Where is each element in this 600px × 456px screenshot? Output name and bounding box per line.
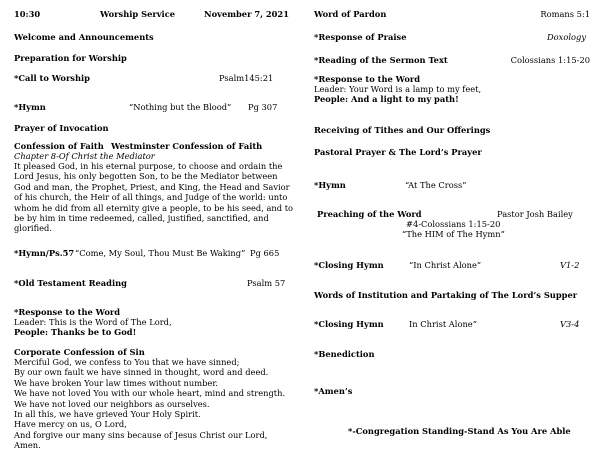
text-line: glorified. (14, 223, 52, 234)
call-to-worship-label: *Call to Worship (14, 73, 90, 83)
text-line: Have mercy on us, O Lord, (14, 419, 127, 430)
response2-label: *Response to the Word (314, 74, 421, 84)
hymn-psalm-label: *Hymn/Ps.57 (14, 248, 75, 258)
congregation-standing-note: *-Congregation Standing-Stand As You Are Able (348, 426, 571, 436)
text-line: In all this, we have grieved Your Holy Spirit. (14, 408, 201, 419)
response2-leader: Leader: Your Word is a lamp to my feet, (314, 84, 482, 94)
preaching-title: “The HIM of The Hymn” (402, 229, 505, 239)
text-line: be by him in time redeemed, called, justified, sanctified, and (14, 212, 269, 223)
pardon-ref: Romans 5:1 (540, 9, 590, 19)
sermon-text-label: *Reading of the Sermon Text (314, 55, 448, 65)
closing2-title: In Christ Alone” (409, 319, 477, 329)
corporate-confession-text (14, 357, 286, 451)
preaching-passage: #4-Colossians 1:15-20 (406, 219, 501, 229)
pastoral-prayer-heading: Pastoral Prayer & The Lord’s Prayer (314, 147, 482, 157)
closing2-label: *Closing Hymn (314, 319, 384, 329)
response-label: *Response to the Word (14, 307, 121, 317)
text-line: By our own fault we have sinned in thought, word and deed. (14, 367, 269, 378)
hymn-psalm-title: “Come, My Soul, Thou Must Be Waking” (75, 248, 246, 258)
text-line: Merciful God, we confess to You that we have sinned; (14, 357, 240, 367)
invocation-heading: Prayer of Invocation (14, 123, 109, 133)
closing1-title: “In Christ Alone” (409, 260, 482, 270)
corporate-confession-label: Corporate Confession of Sin (14, 347, 145, 357)
praise-title: Doxology (547, 32, 586, 42)
call-to-worship-ref: Psalm145:21 (219, 73, 274, 83)
welcome-heading: Welcome and Announcements (14, 32, 154, 42)
closing1-label: *Closing Hymn (314, 260, 384, 270)
text-line: whom he did from all eternity give a people, to be his seed, and to (14, 202, 294, 213)
praise-label: *Response of Praise (314, 32, 407, 42)
tithes-heading: Receiving of Tithes and Our Offerings (314, 125, 491, 135)
preaching-label: Preaching of the Word (317, 209, 422, 219)
hymn2-label: *Hymn (314, 180, 346, 190)
confession-faith-text (14, 161, 294, 234)
text-line: Amen. (14, 440, 41, 451)
text-line: We have broken Your law times without number. (14, 377, 219, 388)
text-line: We have not loved You with our whole heart, mind and strength. (14, 388, 286, 399)
ot-reading-ref: Psalm 57 (247, 278, 286, 288)
response2-people: People: And a light to my path! (314, 94, 459, 104)
text-line: We have not loved our neighbors as ourselves. (14, 398, 210, 409)
confession-faith-label: Confession of Faith (14, 141, 104, 151)
text-line: of his church, the Heir of all things, and Judge of the world: unto (14, 192, 288, 203)
hymn-psalm-page: Pg 665 (250, 248, 280, 258)
hymn1-label: *Hymn (14, 102, 46, 112)
header-time: 10:30 (14, 9, 41, 19)
benediction-heading: *Benediction (314, 349, 375, 359)
closing2-verses: V3-4 (560, 319, 580, 329)
preparation-heading: Preparation for Worship (14, 53, 127, 63)
closing1-verses: V1-2 (560, 260, 580, 270)
institution-heading: Words of Institution and Partaking of The Lord’s Supper (314, 290, 578, 300)
hymn1-title: “Nothing but the Blood” (129, 102, 232, 112)
header-date: November 7, 2021 (204, 9, 289, 19)
text-line: It pleased God, in his eternal purpose, to choose and ordain the (14, 161, 283, 171)
hymn1-page: Pg 307 (248, 102, 278, 112)
ot-reading-label: *Old Testament Reading (14, 278, 127, 288)
header-service: Worship Service (100, 9, 176, 19)
preaching-preacher: Pastor Josh Bailey (497, 209, 573, 219)
response-people: People: Thanks be to God! (14, 327, 137, 337)
sermon-text-ref: Colossians 1:15-20 (510, 55, 590, 65)
response-leader: Leader: This is the Word of The Lord, (14, 317, 172, 327)
text-line: And forgive our many sins because of Jesus Christ our Lord, (14, 429, 268, 440)
confession-faith-source: Westminster Confession of Faith (111, 141, 263, 151)
confession-chapter: Chapter 8-Of Christ the Mediator (14, 151, 155, 161)
pardon-label: Word of Pardon (314, 9, 387, 19)
text-line: Lord Jesus, his only begotten Son, to be the Mediator between (14, 171, 278, 182)
amens-heading: *Amen’s (314, 386, 353, 396)
hymn2-title: “At The Cross” (405, 180, 467, 190)
text-line: God and man, the Prophet, Priest, and King, the Head and Savior (14, 181, 290, 192)
